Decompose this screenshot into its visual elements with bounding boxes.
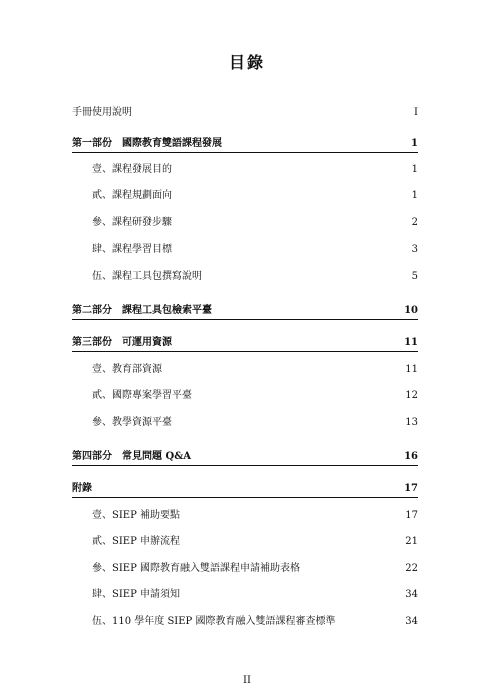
toc-entry-row[interactable]: [72, 239, 418, 257]
toc-entry-page: 11: [404, 337, 418, 348]
toc-entry-title: 參、課程研發步驟: [92, 217, 172, 228]
toc-entry-page: 1: [411, 164, 418, 175]
page-number: II: [243, 675, 251, 686]
toc-entry-title: 參、教學資源平臺: [92, 417, 172, 428]
toc-entry-row[interactable]: [72, 212, 418, 230]
toc-entry-page: 10: [404, 305, 418, 316]
toc-entry-title: 壹、SIEP 補助要點: [92, 510, 181, 521]
toc-entry-row[interactable]: [72, 102, 418, 120]
toc-entry-title: 肆、課程學習目標: [92, 244, 172, 255]
toc-entry-title: 壹、教育部資源: [92, 364, 162, 375]
toc-entry-row[interactable]: [72, 412, 418, 430]
toc-entry-row[interactable]: [72, 611, 418, 629]
toc-entry-title: 伍、110 學年度 SIEP 國際教育融入雙語課程審查標準: [92, 616, 336, 627]
toc-section-row[interactable]: [72, 133, 418, 153]
toc-section-row[interactable]: [72, 300, 418, 320]
toc-entry-page: 1: [411, 190, 418, 201]
toc-entry-title: 貳、課程規劃面向: [92, 190, 172, 201]
toc-entry-title: 第四部分 常見問題 Q&A: [72, 451, 191, 462]
toc-entry-title: 伍、課程工具包撰寫說明: [92, 271, 202, 282]
toc-section-row[interactable]: [72, 478, 418, 498]
toc-entry-title: 肆、SIEP 申請須知: [92, 589, 181, 600]
toc-section-row[interactable]: [72, 446, 418, 466]
toc-entry-page: 13: [405, 417, 418, 428]
toc-entry-page: 5: [411, 271, 418, 282]
toc-entry-row[interactable]: [72, 185, 418, 203]
toc-entry-page: 34: [405, 589, 418, 600]
toc-entry-title: 附錄: [72, 483, 92, 494]
toc-entry-page: I: [414, 107, 418, 118]
toc-entry-row[interactable]: [72, 531, 418, 549]
toc-entry-page: 2: [411, 217, 418, 228]
toc-entry-page: 21: [405, 536, 418, 547]
toc-entry-row[interactable]: [72, 558, 418, 576]
toc-entry-page: 11: [405, 364, 418, 375]
toc-entry-page: 17: [404, 483, 418, 494]
toc-entry-row[interactable]: [72, 159, 418, 177]
toc-entry-title: 第三部份 可運用資源: [72, 337, 172, 348]
toc-entry-page: 3: [411, 244, 418, 255]
toc-entry-page: 1: [411, 138, 418, 149]
toc-entry-row[interactable]: [72, 266, 418, 284]
toc-entry-title: 貳、SIEP 申辦流程: [92, 536, 181, 547]
toc-entry-row[interactable]: [72, 584, 418, 602]
toc-entry-title: 參、SIEP 國際教育融入雙語課程申請補助表格: [92, 563, 301, 574]
toc-entry-row[interactable]: [72, 359, 418, 377]
toc-section-row[interactable]: [72, 332, 418, 352]
toc-entry-title: 貳、國際專案學習平臺: [92, 390, 192, 401]
toc-entry-title: 壹、課程發展目的: [92, 164, 172, 175]
toc-entry-row[interactable]: [72, 505, 418, 523]
page-title: 目錄: [228, 53, 265, 72]
toc-entry-page: 16: [404, 451, 418, 462]
toc-entry-title: 第二部分 課程工具包檢索平臺: [72, 305, 212, 316]
toc-entry-title: 第一部份 國際教育雙語課程發展: [72, 138, 222, 149]
toc-entry-page: 34: [405, 616, 418, 627]
toc-entry-title: 手冊使用說明: [72, 107, 132, 118]
toc-entry-page: 22: [405, 563, 418, 574]
toc-entry-row[interactable]: [72, 385, 418, 403]
toc-entry-page: 17: [405, 510, 418, 521]
toc-entry-page: 12: [405, 390, 418, 401]
